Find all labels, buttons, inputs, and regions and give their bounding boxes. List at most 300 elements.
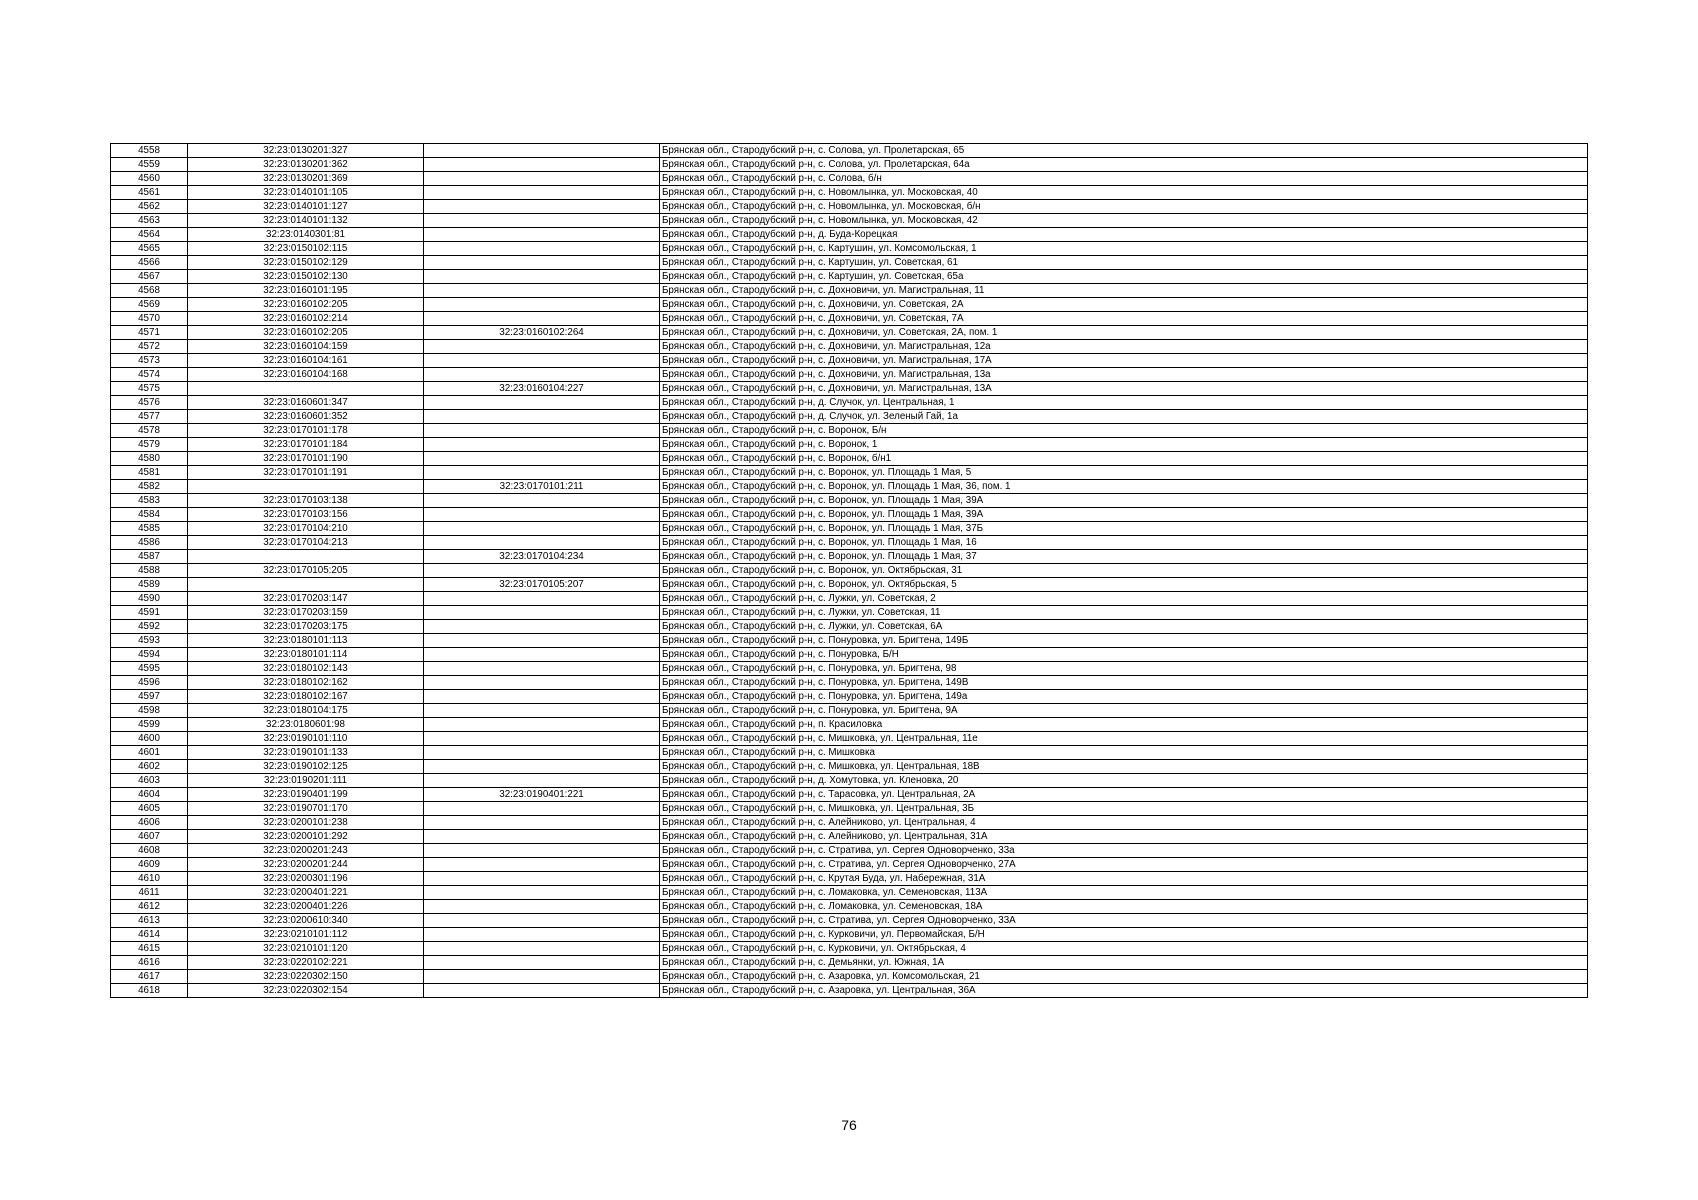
related-cadastral-number-cell: [424, 956, 660, 970]
related-cadastral-number-cell: [424, 690, 660, 704]
cadastral-number-cell: 32:23:0200301:196: [188, 872, 424, 886]
table-row: [111, 396, 1588, 410]
table-row: [111, 858, 1588, 872]
table-row: [111, 550, 1588, 564]
table-row: [111, 382, 1588, 396]
cadastral-number-cell: 32:23:0170101:178: [188, 424, 424, 438]
address-cell: Брянская обл., Стародубский р-н, с. Курковичи, ул. Первомайская, Б/Н: [660, 928, 1588, 942]
address-cell: Брянская обл., Стародубский р-н, с. Новомлынка, ул. Московская, 40: [660, 186, 1588, 200]
related-cadastral-number-cell: [424, 494, 660, 508]
cadastral-number-cell: 32:23:0190201:111: [188, 774, 424, 788]
cadastral-number-cell: 32:23:0200201:244: [188, 858, 424, 872]
cadastral-number-cell: 32:23:0130201:369: [188, 172, 424, 186]
address-cell: Брянская обл., Стародубский р-н, с. Воронок, ул. Площадь 1 Мая, 39А: [660, 494, 1588, 508]
table-row: [111, 340, 1588, 354]
table-row: [111, 634, 1588, 648]
cadastral-number-cell: 32:23:0160601:347: [188, 396, 424, 410]
table-row: [111, 410, 1588, 424]
cadastral-number-cell: 32:23:0200101:238: [188, 816, 424, 830]
table-row: [111, 158, 1588, 172]
cadastral-number-cell: 32:23:0170104:213: [188, 536, 424, 550]
address-cell: Брянская обл., Стародубский р-н, с. Воронок, Б/н: [660, 424, 1588, 438]
address-cell: Брянская обл., Стародубский р-н, с. Дохновичи, ул. Магистральная, 17А: [660, 354, 1588, 368]
table-row: [111, 326, 1588, 340]
table-row: [111, 956, 1588, 970]
related-cadastral-number-cell: [424, 746, 660, 760]
cadastral-number-cell: 32:23:0140101:127: [188, 200, 424, 214]
address-cell: Брянская обл., Стародубский р-н, с. Понуровка, ул. Бригтена, 149В: [660, 676, 1588, 690]
table-row: [111, 480, 1588, 494]
table-row: [111, 620, 1588, 634]
address-cell: Брянская обл., Стародубский р-н, с. Дохновичи, ул. Магистральная, 13а: [660, 368, 1588, 382]
related-cadastral-number-cell: [424, 774, 660, 788]
cadastral-number-cell: 32:23:0200401:226: [188, 900, 424, 914]
address-cell: Брянская обл., Стародубский р-н, с. Понуровка, ул. Бригтена, 149Б: [660, 634, 1588, 648]
table-row: [111, 508, 1588, 522]
related-cadastral-number-cell: [424, 718, 660, 732]
address-cell: Брянская обл., Стародубский р-н, с. Солова, б/н: [660, 172, 1588, 186]
cadastral-number-cell: 32:23:0180101:114: [188, 648, 424, 662]
table-row: [111, 606, 1588, 620]
cadastral-number-cell: 32:23:0160601:352: [188, 410, 424, 424]
table-row: [111, 788, 1588, 802]
related-cadastral-number-cell: 32:23:0170105:207: [424, 578, 660, 592]
table-row: [111, 900, 1588, 914]
table-row: [111, 746, 1588, 760]
row-number-cell: 4613: [111, 914, 188, 928]
row-number-cell: 4567: [111, 270, 188, 284]
cadastral-number-cell: 32:23:0170203:159: [188, 606, 424, 620]
cadastral-number-cell: 32:23:0180601:98: [188, 718, 424, 732]
row-number-cell: 4614: [111, 928, 188, 942]
address-cell: Брянская обл., Стародубский р-н, с. Лужки, ул. Советская, 6А: [660, 620, 1588, 634]
address-cell: Брянская обл., Стародубский р-н, с. Тарасовка, ул. Центральная, 2А: [660, 788, 1588, 802]
related-cadastral-number-cell: [424, 760, 660, 774]
cadastral-number-cell: 32:23:0210101:112: [188, 928, 424, 942]
address-cell: Брянская обл., Стародубский р-н, с. Курковичи, ул. Октябрьская, 4: [660, 942, 1588, 956]
row-number-cell: 4568: [111, 284, 188, 298]
table-row: [111, 536, 1588, 550]
address-cell: Брянская обл., Стародубский р-н, с. Воронок, ул. Октябрьская, 31: [660, 564, 1588, 578]
row-number-cell: 4566: [111, 256, 188, 270]
address-cell: Брянская обл., Стародубский р-н, с. Крутая Буда, ул. Набережная, 31А: [660, 872, 1588, 886]
related-cadastral-number-cell: [424, 564, 660, 578]
row-number-cell: 4582: [111, 480, 188, 494]
address-cell: Брянская обл., Стародубский р-н, с. Воронок, ул. Площадь 1 Мая, 16: [660, 536, 1588, 550]
row-number-cell: 4578: [111, 424, 188, 438]
address-cell: Брянская обл., Стародубский р-н, с. Картушин, ул. Советская, 61: [660, 256, 1588, 270]
cadastral-number-cell: 32:23:0170101:184: [188, 438, 424, 452]
related-cadastral-number-cell: [424, 802, 660, 816]
address-cell: Брянская обл., Стародубский р-н, с. Воронок, б/н1: [660, 452, 1588, 466]
cadastral-number-cell: 32:23:0170103:156: [188, 508, 424, 522]
row-number-cell: 4569: [111, 298, 188, 312]
related-cadastral-number-cell: [424, 312, 660, 326]
related-cadastral-number-cell: [424, 424, 660, 438]
address-cell: Брянская обл., Стародубский р-н, с. Воронок, ул. Площадь 1 Мая, 5: [660, 466, 1588, 480]
related-cadastral-number-cell: [424, 816, 660, 830]
related-cadastral-number-cell: [424, 228, 660, 242]
address-cell: Брянская обл., Стародубский р-н, с. Стратива, ул. Сергея Одноворченко, 33А: [660, 914, 1588, 928]
cadastral-number-cell: 32:23:0140101:132: [188, 214, 424, 228]
table-row: [111, 242, 1588, 256]
row-number-cell: 4590: [111, 592, 188, 606]
address-cell: Брянская обл., Стародубский р-н, с. Дохновичи, ул. Советская, 7А: [660, 312, 1588, 326]
table-row: [111, 886, 1588, 900]
row-number-cell: 4579: [111, 438, 188, 452]
cadastral-number-cell: [188, 550, 424, 564]
address-cell: Брянская обл., Стародубский р-н, с. Солова, ул. Пролетарская, 65: [660, 144, 1588, 158]
row-number-cell: 4586: [111, 536, 188, 550]
table-row: [111, 186, 1588, 200]
address-cell: Брянская обл., Стародубский р-н, с. Новомлынка, ул. Московская, б/н: [660, 200, 1588, 214]
cadastral-number-cell: 32:23:0220302:154: [188, 984, 424, 998]
table-row: [111, 942, 1588, 956]
register-table-body: [111, 144, 1588, 998]
address-cell: Брянская обл., Стародубский р-н, с. Воронок, ул. Площадь 1 Мая, 39А: [660, 508, 1588, 522]
cadastral-number-cell: 32:23:0200201:243: [188, 844, 424, 858]
related-cadastral-number-cell: [424, 298, 660, 312]
related-cadastral-number-cell: [424, 634, 660, 648]
row-number-cell: 4596: [111, 676, 188, 690]
table-row: [111, 718, 1588, 732]
row-number-cell: 4573: [111, 354, 188, 368]
table-row: [111, 774, 1588, 788]
cadastral-number-cell: 32:23:0180104:175: [188, 704, 424, 718]
row-number-cell: 4604: [111, 788, 188, 802]
related-cadastral-number-cell: [424, 522, 660, 536]
row-number-cell: 4601: [111, 746, 188, 760]
cadastral-number-cell: 32:23:0130201:327: [188, 144, 424, 158]
row-number-cell: 4563: [111, 214, 188, 228]
cadastral-number-cell: 32:23:0180101:113: [188, 634, 424, 648]
cadastral-number-cell: 32:23:0180102:167: [188, 690, 424, 704]
row-number-cell: 4575: [111, 382, 188, 396]
cadastral-number-cell: 32:23:0170105:205: [188, 564, 424, 578]
table-row: [111, 690, 1588, 704]
cadastral-number-cell: 32:23:0190102:125: [188, 760, 424, 774]
related-cadastral-number-cell: [424, 886, 660, 900]
related-cadastral-number-cell: [424, 900, 660, 914]
cadastral-number-cell: 32:23:0170104:210: [188, 522, 424, 536]
table-row: [111, 214, 1588, 228]
address-cell: Брянская обл., Стародубский р-н, с. Алейниково, ул. Центральная, 31А: [660, 830, 1588, 844]
table-row: [111, 676, 1588, 690]
table-row: [111, 284, 1588, 298]
address-cell: Брянская обл., Стародубский р-н, с. Стратива, ул. Сергея Одноворченко, 33а: [660, 844, 1588, 858]
related-cadastral-number-cell: [424, 536, 660, 550]
address-cell: Брянская обл., Стародубский р-н, с. Воронок, ул. Площадь 1 Мая, 37Б: [660, 522, 1588, 536]
row-number-cell: 4587: [111, 550, 188, 564]
row-number-cell: 4600: [111, 732, 188, 746]
address-cell: Брянская обл., Стародубский р-н, с. Дохновичи, ул. Магистральная, 12а: [660, 340, 1588, 354]
row-number-cell: 4585: [111, 522, 188, 536]
address-cell: Брянская обл., Стародубский р-н, п. Красиловка: [660, 718, 1588, 732]
table-row: [111, 592, 1588, 606]
address-cell: Брянская обл., Стародубский р-н, с. Азаровка, ул. Комсомольская, 21: [660, 970, 1588, 984]
row-number-cell: 4616: [111, 956, 188, 970]
row-number-cell: 4602: [111, 760, 188, 774]
related-cadastral-number-cell: [424, 676, 660, 690]
address-cell: Брянская обл., Стародубский р-н, д. Случок, ул. Зеленый Гай, 1а: [660, 410, 1588, 424]
row-number-cell: 4606: [111, 816, 188, 830]
table-row: [111, 928, 1588, 942]
address-cell: Брянская обл., Стародубский р-н, с. Дохновичи, ул. Советская, 2А: [660, 298, 1588, 312]
related-cadastral-number-cell: [424, 872, 660, 886]
row-number-cell: 4607: [111, 830, 188, 844]
row-number-cell: 4598: [111, 704, 188, 718]
cadastral-number-cell: 32:23:0150102:115: [188, 242, 424, 256]
related-cadastral-number-cell: 32:23:0170101:211: [424, 480, 660, 494]
related-cadastral-number-cell: [424, 396, 660, 410]
cadastral-number-cell: 32:23:0160101:195: [188, 284, 424, 298]
row-number-cell: 4572: [111, 340, 188, 354]
table-row: [111, 256, 1588, 270]
address-cell: Брянская обл., Стародубский р-н, д. Случок, ул. Центральная, 1: [660, 396, 1588, 410]
cadastral-number-cell: 32:23:0170101:190: [188, 452, 424, 466]
table-row: [111, 354, 1588, 368]
related-cadastral-number-cell: [424, 606, 660, 620]
table-row: [111, 578, 1588, 592]
table-row: [111, 844, 1588, 858]
register-table: [110, 143, 1588, 998]
address-cell: Брянская обл., Стародубский р-н, с. Дохновичи, ул. Магистральная, 11: [660, 284, 1588, 298]
related-cadastral-number-cell: 32:23:0190401:221: [424, 788, 660, 802]
address-cell: Брянская обл., Стародубский р-н, с. Понуровка, ул. Бригтена, 98: [660, 662, 1588, 676]
row-number-cell: 4591: [111, 606, 188, 620]
table-row: [111, 466, 1588, 480]
row-number-cell: 4570: [111, 312, 188, 326]
table-row: [111, 200, 1588, 214]
cadastral-number-cell: 32:23:0170203:147: [188, 592, 424, 606]
row-number-cell: 4580: [111, 452, 188, 466]
cadastral-number-cell: 32:23:0160104:161: [188, 354, 424, 368]
row-number-cell: 4594: [111, 648, 188, 662]
table-row: [111, 760, 1588, 774]
address-cell: Брянская обл., Стародубский р-н, с. Лужки, ул. Советская, 2: [660, 592, 1588, 606]
row-number-cell: 4588: [111, 564, 188, 578]
row-number-cell: 4595: [111, 662, 188, 676]
related-cadastral-number-cell: [424, 270, 660, 284]
table-row: [111, 732, 1588, 746]
table-row: [111, 452, 1588, 466]
cadastral-number-cell: 32:23:0180102:162: [188, 676, 424, 690]
table-row: [111, 144, 1588, 158]
address-cell: Брянская обл., Стародубский р-н, с. Алейниково, ул. Центральная, 4: [660, 816, 1588, 830]
related-cadastral-number-cell: [424, 368, 660, 382]
cadastral-number-cell: 32:23:0150102:129: [188, 256, 424, 270]
table-row: [111, 494, 1588, 508]
address-cell: Брянская обл., Стародубский р-н, с. Воронок, ул. Октябрьская, 5: [660, 578, 1588, 592]
row-number-cell: 4577: [111, 410, 188, 424]
cadastral-number-cell: 32:23:0170203:175: [188, 620, 424, 634]
cadastral-number-cell: [188, 578, 424, 592]
table-row: [111, 228, 1588, 242]
row-number-cell: 4565: [111, 242, 188, 256]
page-number: 76: [841, 1117, 857, 1133]
related-cadastral-number-cell: 32:23:0170104:234: [424, 550, 660, 564]
cadastral-number-cell: 32:23:0190101:110: [188, 732, 424, 746]
row-number-cell: 4560: [111, 172, 188, 186]
address-cell: Брянская обл., Стародубский р-н, с. Мишковка: [660, 746, 1588, 760]
row-number-cell: 4610: [111, 872, 188, 886]
related-cadastral-number-cell: [424, 648, 660, 662]
row-number-cell: 4574: [111, 368, 188, 382]
address-cell: Брянская обл., Стародубский р-н, с. Ломаковка, ул. Семеновская, 113А: [660, 886, 1588, 900]
cadastral-number-cell: 32:23:0160104:159: [188, 340, 424, 354]
address-cell: Брянская обл., Стародубский р-н, с. Воронок, ул. Площадь 1 Мая, 37: [660, 550, 1588, 564]
related-cadastral-number-cell: [424, 186, 660, 200]
address-cell: Брянская обл., Стародубский р-н, с. Картушин, ул. Комсомольская, 1: [660, 242, 1588, 256]
cadastral-number-cell: 32:23:0190701:170: [188, 802, 424, 816]
cadastral-number-cell: 32:23:0150102:130: [188, 270, 424, 284]
related-cadastral-number-cell: [424, 704, 660, 718]
related-cadastral-number-cell: [424, 200, 660, 214]
row-number-cell: 4561: [111, 186, 188, 200]
row-number-cell: 4615: [111, 942, 188, 956]
row-number-cell: 4559: [111, 158, 188, 172]
related-cadastral-number-cell: [424, 158, 660, 172]
row-number-cell: 4562: [111, 200, 188, 214]
table-row: [111, 172, 1588, 186]
table-row: [111, 802, 1588, 816]
row-number-cell: 4617: [111, 970, 188, 984]
table-row: [111, 522, 1588, 536]
address-cell: Брянская обл., Стародубский р-н, с. Мишковка, ул. Центральная, 18В: [660, 760, 1588, 774]
table-row: [111, 662, 1588, 676]
row-number-cell: 4603: [111, 774, 188, 788]
related-cadastral-number-cell: [424, 256, 660, 270]
row-number-cell: 4605: [111, 802, 188, 816]
related-cadastral-number-cell: [424, 340, 660, 354]
row-number-cell: 4576: [111, 396, 188, 410]
related-cadastral-number-cell: [424, 830, 660, 844]
row-number-cell: 4611: [111, 886, 188, 900]
table-row: [111, 970, 1588, 984]
address-cell: Брянская обл., Стародубский р-н, с. Понуровка, ул. Бригтена, 9А: [660, 704, 1588, 718]
related-cadastral-number-cell: [424, 984, 660, 998]
table-row: [111, 704, 1588, 718]
table-row: [111, 984, 1588, 998]
related-cadastral-number-cell: [424, 732, 660, 746]
cadastral-number-cell: 32:23:0130201:362: [188, 158, 424, 172]
table-row: [111, 438, 1588, 452]
address-cell: Брянская обл., Стародубский р-н, с. Понуровка, Б/Н: [660, 648, 1588, 662]
related-cadastral-number-cell: [424, 172, 660, 186]
address-cell: Брянская обл., Стародубский р-н, д. Буда-Корецкая: [660, 228, 1588, 242]
address-cell: Брянская обл., Стародубский р-н, с. Ломаковка, ул. Семеновская, 18А: [660, 900, 1588, 914]
table-row: [111, 424, 1588, 438]
row-number-cell: 4571: [111, 326, 188, 340]
cadastral-number-cell: 32:23:0200610:340: [188, 914, 424, 928]
related-cadastral-number-cell: [424, 144, 660, 158]
cadastral-number-cell: 32:23:0140101:105: [188, 186, 424, 200]
cadastral-number-cell: [188, 382, 424, 396]
address-cell: Брянская обл., Стародубский р-н, с. Солова, ул. Пролетарская, 64а: [660, 158, 1588, 172]
related-cadastral-number-cell: [424, 914, 660, 928]
related-cadastral-number-cell: [424, 508, 660, 522]
cadastral-number-cell: 32:23:0160104:168: [188, 368, 424, 382]
related-cadastral-number-cell: [424, 592, 660, 606]
address-cell: Брянская обл., Стародубский р-н, с. Азаровка, ул. Центральная, 36А: [660, 984, 1588, 998]
related-cadastral-number-cell: [424, 844, 660, 858]
row-number-cell: 4597: [111, 690, 188, 704]
related-cadastral-number-cell: [424, 970, 660, 984]
cadastral-number-cell: 32:23:0160102:205: [188, 298, 424, 312]
cadastral-number-cell: 32:23:0190401:199: [188, 788, 424, 802]
row-number-cell: 4618: [111, 984, 188, 998]
row-number-cell: 4608: [111, 844, 188, 858]
address-cell: Брянская обл., Стародубский р-н, с. Демьянки, ул. Южная, 1А: [660, 956, 1588, 970]
table-row: [111, 298, 1588, 312]
cadastral-number-cell: 32:23:0170103:138: [188, 494, 424, 508]
row-number-cell: 4583: [111, 494, 188, 508]
table-row: [111, 872, 1588, 886]
row-number-cell: 4609: [111, 858, 188, 872]
related-cadastral-number-cell: [424, 438, 660, 452]
related-cadastral-number-cell: [424, 284, 660, 298]
related-cadastral-number-cell: [424, 858, 660, 872]
cadastral-number-cell: 32:23:0190101:133: [188, 746, 424, 760]
address-cell: Брянская обл., Стародубский р-н, с. Мишковка, ул. Центральная, 3Б: [660, 802, 1588, 816]
cadastral-number-cell: 32:23:0210101:120: [188, 942, 424, 956]
related-cadastral-number-cell: [424, 466, 660, 480]
related-cadastral-number-cell: [424, 620, 660, 634]
cadastral-number-cell: 32:23:0170101:191: [188, 466, 424, 480]
address-cell: Брянская обл., Стародубский р-н, с. Новомлынка, ул. Московская, 42: [660, 214, 1588, 228]
cadastral-number-cell: 32:23:0160102:205: [188, 326, 424, 340]
related-cadastral-number-cell: [424, 354, 660, 368]
row-number-cell: 4589: [111, 578, 188, 592]
address-cell: Брянская обл., Стародубский р-н, с. Картушин, ул. Советская, 65а: [660, 270, 1588, 284]
table-row: [111, 368, 1588, 382]
address-cell: Брянская обл., Стародубский р-н, с. Воронок, ул. Площадь 1 Мая, 36, пом. 1: [660, 480, 1588, 494]
row-number-cell: 4558: [111, 144, 188, 158]
row-number-cell: 4592: [111, 620, 188, 634]
related-cadastral-number-cell: 32:23:0160102:264: [424, 326, 660, 340]
cadastral-number-cell: 32:23:0180102:143: [188, 662, 424, 676]
cadastral-number-cell: 32:23:0200101:292: [188, 830, 424, 844]
related-cadastral-number-cell: [424, 452, 660, 466]
address-cell: Брянская обл., Стародубский р-н, с. Стратива, ул. Сергея Одноворченко, 27А: [660, 858, 1588, 872]
table-row: [111, 816, 1588, 830]
cadastral-number-cell: [188, 480, 424, 494]
table-row: [111, 312, 1588, 326]
related-cadastral-number-cell: [424, 410, 660, 424]
table-row: [111, 830, 1588, 844]
row-number-cell: 4564: [111, 228, 188, 242]
related-cadastral-number-cell: 32:23:0160104:227: [424, 382, 660, 396]
address-cell: Брянская обл., Стародубский р-н, с. Мишковка, ул. Центральная, 11е: [660, 732, 1588, 746]
address-cell: Брянская обл., Стародубский р-н, д. Хомутовка, ул. Кленовка, 20: [660, 774, 1588, 788]
address-cell: Брянская обл., Стародубский р-н, с. Лужки, ул. Советская, 11: [660, 606, 1588, 620]
address-cell: Брянская обл., Стародубский р-н, с. Понуровка, ул. Бригтена, 149а: [660, 690, 1588, 704]
cadastral-number-cell: 32:23:0220102:221: [188, 956, 424, 970]
table-row: [111, 564, 1588, 578]
row-number-cell: 4612: [111, 900, 188, 914]
row-number-cell: 4584: [111, 508, 188, 522]
table-row: [111, 914, 1588, 928]
related-cadastral-number-cell: [424, 214, 660, 228]
row-number-cell: 4593: [111, 634, 188, 648]
related-cadastral-number-cell: [424, 242, 660, 256]
related-cadastral-number-cell: [424, 942, 660, 956]
address-cell: Брянская обл., Стародубский р-н, с. Дохновичи, ул. Советская, 2А, пом. 1: [660, 326, 1588, 340]
related-cadastral-number-cell: [424, 928, 660, 942]
address-cell: Брянская обл., Стародубский р-н, с. Воронок, 1: [660, 438, 1588, 452]
related-cadastral-number-cell: [424, 662, 660, 676]
cadastral-number-cell: 32:23:0160102:214: [188, 312, 424, 326]
